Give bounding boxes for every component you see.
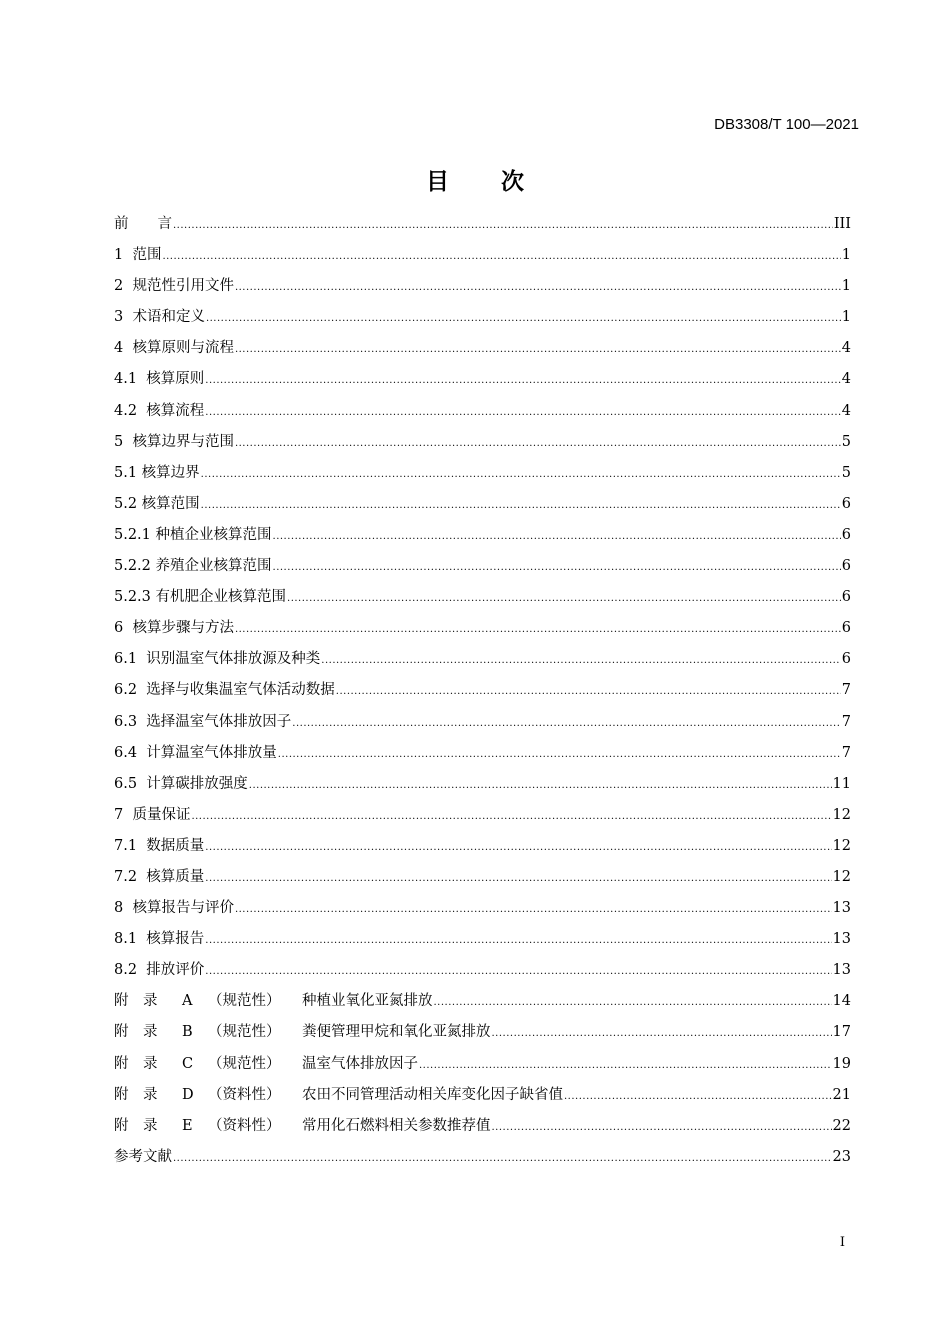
toc-entry-page: 6 (841, 526, 851, 543)
toc-entry-label: 5.2.1 种植企业核算范围 (114, 526, 272, 543)
appendix-title: 种植业氧化亚氮排放 (302, 993, 433, 1010)
page-title-part1: 目 (426, 169, 449, 195)
document-number: DB3308/T 100—2021 (714, 116, 859, 133)
page-number: I (839, 1235, 845, 1250)
toc-entry-page: 22 (832, 1117, 851, 1134)
toc-entry-7-1[interactable] (114, 831, 851, 862)
toc-entry-page: 5 (841, 433, 851, 450)
page-title-part2: 次 (501, 169, 524, 195)
toc-appendix-c[interactable] (114, 1049, 851, 1080)
toc-entry-label: 6 核算步骤与方法 (114, 620, 234, 637)
toc-entry-1[interactable] (114, 240, 851, 271)
toc-appendix-b[interactable] (114, 1017, 851, 1048)
toc-entry-label: 8 核算报告与评价 (114, 900, 234, 917)
toc-entry-label: 参考文献 (114, 1148, 172, 1165)
toc-appendix-e[interactable] (114, 1111, 851, 1142)
toc-entry-page: 4 (841, 402, 851, 419)
appendix-title: 常用化石燃料相关参数推荐值 (302, 1117, 491, 1134)
toc-entry-label: 1 范围 (114, 247, 162, 264)
toc-entry-foreword[interactable] (114, 209, 851, 240)
appendix-kind: （规范性） (208, 1055, 281, 1072)
toc-entry-8-2[interactable] (114, 955, 851, 986)
toc-entry-page: 13 (832, 931, 851, 948)
toc-entry-6-1[interactable] (114, 644, 851, 675)
toc-entry-6-3[interactable] (114, 707, 851, 738)
appendix-letter: C (182, 1055, 194, 1072)
appendix-word: 附 录 (114, 1055, 158, 1072)
toc-entry-label: 6.1 识别温室气体排放源及种类 (114, 651, 321, 668)
toc-entry-label: 7.1 数据质量 (114, 837, 205, 854)
toc-entry-page: 7 (841, 744, 851, 761)
toc-entry-label: 6.4 计算温室气体排放量 (114, 744, 277, 761)
toc-entry-page: 12 (832, 837, 851, 854)
toc-entry-3[interactable] (114, 302, 851, 333)
toc-entry-references[interactable] (114, 1142, 851, 1173)
toc-entry-8[interactable] (114, 893, 851, 924)
toc-entry-5[interactable] (114, 427, 851, 458)
toc-entry-label: 4 核算原则与流程 (114, 340, 234, 357)
toc-entry-page: 6 (841, 558, 851, 575)
toc-entry-label: 4.1 核算原则 (114, 371, 205, 388)
appendix-letter: B (182, 1024, 193, 1041)
toc-entry-page: 1 (841, 309, 851, 326)
toc-entry-label: 前 言 (114, 216, 172, 232)
appendix-title: 温室气体排放因子 (302, 1055, 418, 1072)
toc-entry-label: 4.2 核算流程 (114, 402, 205, 419)
appendix-title: 粪便管理甲烷和氧化亚氮排放 (302, 1024, 491, 1041)
toc-entry-page: 13 (832, 900, 851, 917)
toc-entry-5-2-3[interactable] (114, 582, 851, 613)
page-title (0, 163, 950, 196)
toc-entry-page: 7 (841, 682, 851, 699)
toc-entry-page: 13 (832, 962, 851, 979)
toc-entry-page: 12 (832, 868, 851, 885)
appendix-word: 附 录 (114, 1117, 158, 1134)
appendix-kind: （规范性） (208, 1024, 281, 1041)
toc-entry-4-1[interactable] (114, 364, 851, 395)
toc-entry-page: 21 (832, 1086, 851, 1103)
toc-entry-4-2[interactable] (114, 396, 851, 427)
toc-appendix-d[interactable] (114, 1080, 851, 1111)
appendix-word: 附 录 (114, 1086, 158, 1103)
toc-entry-page: 14 (832, 993, 851, 1010)
appendix-letter: A (182, 993, 193, 1010)
appendix-kind: （资料性） (208, 1117, 281, 1134)
toc-appendix-a[interactable] (114, 986, 851, 1017)
appendix-letter: E (182, 1117, 193, 1134)
toc-entry-label: 5.1 核算边界 (114, 464, 200, 481)
toc-entry-7-2[interactable] (114, 862, 851, 893)
toc-entry-label: 6.5 计算碳排放强度 (114, 775, 248, 792)
toc-entry-5-2[interactable] (114, 489, 851, 520)
appendix-kind: （规范性） (208, 993, 281, 1010)
toc-entry-label: 5.2 核算范围 (114, 495, 200, 512)
appendix-letter: D (182, 1086, 194, 1103)
toc-entry-6[interactable] (114, 613, 851, 644)
toc-entry-label: 6.3 选择温室气体排放因子 (114, 713, 292, 730)
toc-entry-page: 12 (832, 806, 851, 823)
toc-entry-page: 6 (841, 589, 851, 606)
toc-entry-page: 5 (841, 464, 851, 481)
toc-entry-page: 17 (832, 1024, 851, 1041)
toc-entry-label: 7.2 核算质量 (114, 868, 205, 885)
toc-entry-5-1[interactable] (114, 458, 851, 489)
toc-entry-label: 3 术语和定义 (114, 309, 205, 326)
toc-entry-label: 8.2 排放评价 (114, 962, 205, 979)
toc-entry-5-2-2[interactable] (114, 551, 851, 582)
toc-entry-5-2-1[interactable] (114, 520, 851, 551)
appendix-word: 附 录 (114, 993, 158, 1010)
toc-entry-label: 5.2.3 有机肥企业核算范围 (114, 589, 287, 606)
toc-entry-label: 7 质量保证 (114, 806, 191, 823)
toc-entry-label: 5 核算边界与范围 (114, 433, 234, 450)
toc-entry-page: 19 (832, 1055, 851, 1072)
toc-entry-page: 6 (841, 651, 851, 668)
table-of-contents (114, 209, 851, 1173)
toc-entry-page: 6 (841, 495, 851, 512)
toc-entry-page: 23 (832, 1148, 851, 1165)
toc-entry-page: 4 (841, 340, 851, 357)
toc-entry-7[interactable] (114, 800, 851, 831)
toc-entry-label: 6.2 选择与收集温室气体活动数据 (114, 682, 335, 699)
toc-entry-page: 7 (841, 713, 851, 730)
appendix-word: 附 录 (114, 1024, 158, 1041)
toc-entry-2[interactable] (114, 271, 851, 302)
toc-entry-page: 11 (832, 775, 851, 792)
toc-entry-label: 8.1 核算报告 (114, 931, 205, 948)
toc-entry-4[interactable] (114, 333, 851, 364)
toc-entry-8-1[interactable] (114, 924, 851, 955)
toc-entry-6-5[interactable] (114, 769, 851, 800)
toc-entry-label: 5.2.2 养殖企业核算范围 (114, 558, 272, 575)
toc-entry-6-2[interactable] (114, 675, 851, 706)
appendix-kind: （资料性） (208, 1086, 281, 1103)
toc-entry-page: 6 (841, 620, 851, 637)
toc-entry-page: 4 (841, 371, 851, 388)
toc-entry-page: 1 (841, 247, 851, 264)
toc-entry-page: III (833, 216, 851, 232)
appendix-title: 农田不同管理活动相关库变化因子缺省值 (302, 1086, 563, 1103)
toc-entry-6-4[interactable] (114, 738, 851, 769)
toc-entry-page: 1 (841, 278, 851, 295)
toc-entry-label: 2 规范性引用文件 (114, 278, 234, 295)
